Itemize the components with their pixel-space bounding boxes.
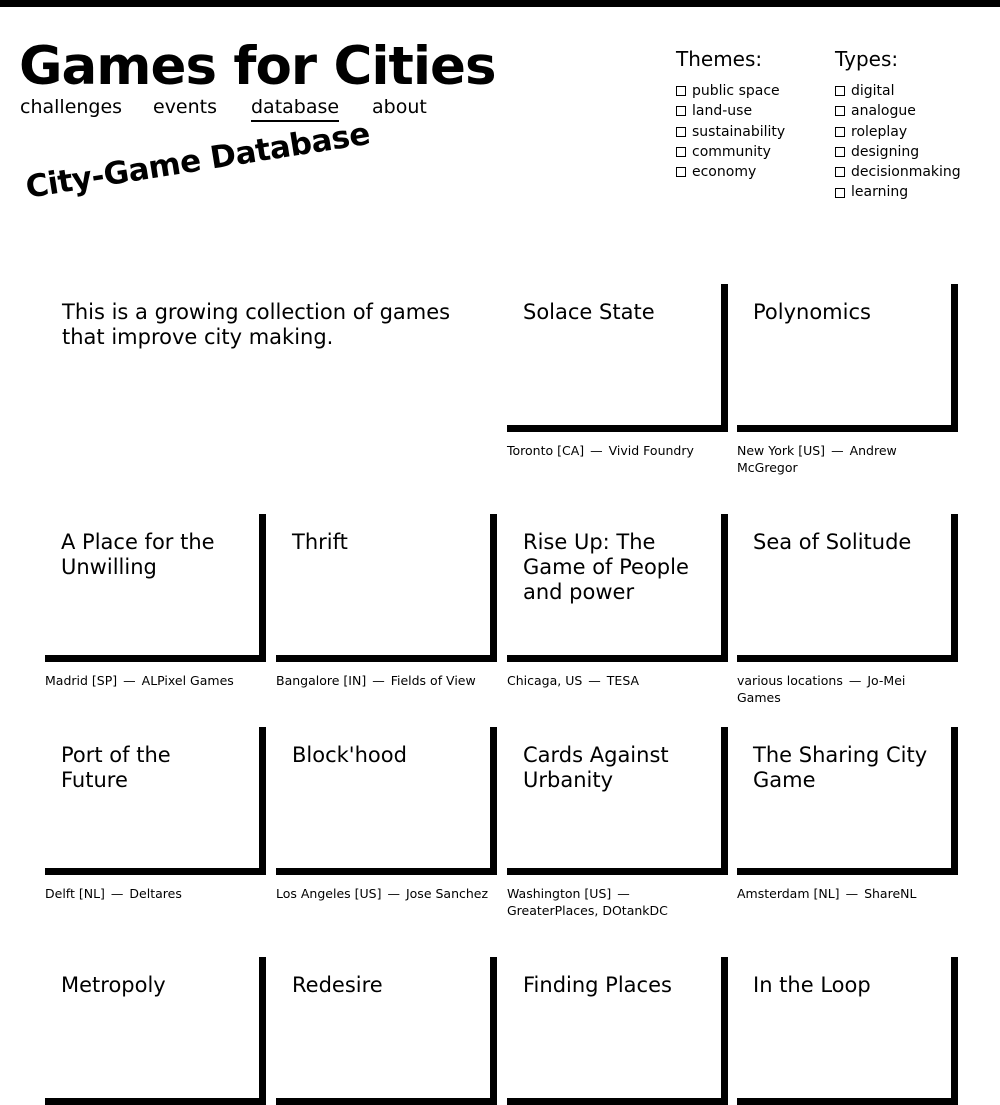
type-option-label: analogue xyxy=(851,103,916,120)
theme-option[interactable] xyxy=(676,81,785,101)
game-location: Chicaga, US xyxy=(507,673,583,688)
game-title[interactable]: Solace State xyxy=(523,300,655,324)
site-title[interactable]: Games for Cities xyxy=(19,36,496,97)
game-creator: Deltares xyxy=(129,886,182,901)
types-filter xyxy=(835,46,961,203)
checkbox-icon[interactable] xyxy=(835,188,845,198)
checkbox-icon[interactable] xyxy=(835,147,845,157)
game-location: Toronto [CA] xyxy=(507,443,585,458)
game-creator: Jo-Mei Games xyxy=(737,673,906,705)
game-meta xyxy=(737,885,952,902)
theme-option-label: land-use xyxy=(692,103,753,120)
game-location: New York [US] xyxy=(737,443,826,458)
checkbox-icon[interactable] xyxy=(835,106,845,116)
type-option-label: learning xyxy=(851,184,909,201)
type-option[interactable] xyxy=(835,81,961,101)
checkbox-icon[interactable] xyxy=(835,167,845,177)
type-option[interactable] xyxy=(835,182,961,202)
types-heading: Types: xyxy=(835,47,899,71)
theme-option[interactable] xyxy=(676,122,785,142)
game-title[interactable]: Cards Against Urbanity xyxy=(523,743,669,792)
game-title[interactable]: Metropoly xyxy=(61,973,166,997)
game-meta xyxy=(45,885,260,902)
game-title[interactable]: The Sharing City Game xyxy=(753,743,928,792)
game-creator: Vivid Foundry xyxy=(608,443,694,458)
game-meta xyxy=(507,885,722,919)
game-creator: Fields of View xyxy=(390,673,476,688)
game-meta xyxy=(276,672,491,689)
meta-separator: — xyxy=(588,673,601,688)
meta-separator: — xyxy=(848,673,862,688)
meta-separator: — xyxy=(590,443,603,458)
type-option[interactable] xyxy=(835,162,961,182)
type-option[interactable] xyxy=(835,122,961,142)
game-meta xyxy=(507,442,722,459)
checkbox-icon[interactable] xyxy=(835,127,845,137)
themes-filter xyxy=(676,46,785,182)
type-option[interactable] xyxy=(835,142,961,162)
type-option-label: roleplay xyxy=(851,123,908,140)
nav-challenges[interactable]: challenges xyxy=(20,96,123,118)
theme-option-label: public space xyxy=(692,83,780,99)
meta-separator: — xyxy=(110,886,124,901)
page-heading: City-Game Database xyxy=(23,115,373,206)
game-title[interactable]: In the Loop xyxy=(753,973,871,997)
game-creator: ALPixel Games xyxy=(141,673,234,688)
themes-heading: Themes: xyxy=(676,47,763,71)
game-creator: Andrew McGregor xyxy=(737,443,897,475)
meta-separator: — xyxy=(372,673,385,688)
game-title[interactable]: Port of the Future xyxy=(61,743,171,792)
game-title[interactable]: Sea of Solitude xyxy=(753,530,912,554)
checkbox-icon[interactable] xyxy=(676,106,686,116)
checkbox-icon[interactable] xyxy=(835,86,845,96)
theme-option[interactable] xyxy=(676,142,785,162)
game-meta xyxy=(45,672,260,689)
checkbox-icon[interactable] xyxy=(676,86,686,96)
theme-option[interactable] xyxy=(676,101,785,121)
checkbox-icon[interactable] xyxy=(676,147,686,157)
game-meta xyxy=(737,442,952,476)
game-location: Amsterdam [NL] xyxy=(737,886,840,901)
top-bar xyxy=(0,0,1000,7)
type-option-label: digital xyxy=(851,83,895,99)
checkbox-icon[interactable] xyxy=(676,127,686,137)
meta-separator: — xyxy=(617,886,630,901)
meta-separator: — xyxy=(123,673,136,688)
meta-separator: — xyxy=(845,886,859,901)
game-meta xyxy=(737,672,952,706)
meta-separator: — xyxy=(387,886,400,901)
game-title[interactable]: Thrift xyxy=(292,530,348,554)
game-title[interactable]: Finding Places xyxy=(523,973,672,997)
type-option[interactable] xyxy=(835,101,961,121)
game-location: Madrid [SP] xyxy=(45,673,118,688)
checkbox-icon[interactable] xyxy=(676,167,686,177)
game-location: Bangalore [IN] xyxy=(276,673,367,688)
game-meta xyxy=(276,885,491,902)
game-creator: ShareNL xyxy=(864,886,917,901)
meta-separator: — xyxy=(831,443,844,458)
type-option-label: designing xyxy=(851,143,920,160)
game-meta xyxy=(507,672,722,689)
game-title[interactable]: Polynomics xyxy=(753,300,871,324)
nav-events[interactable]: events xyxy=(153,96,218,118)
intro-text: This is a growing collection of games that improve city making. xyxy=(62,300,451,349)
game-title[interactable]: Rise Up: The Game of People and power xyxy=(523,530,689,604)
game-location: Washington [US] xyxy=(507,886,612,901)
game-location: various locations xyxy=(737,673,843,688)
game-title[interactable]: Redesire xyxy=(292,973,383,997)
type-option-label: decisionmaking xyxy=(851,164,961,181)
theme-option-label: sustainability xyxy=(692,123,786,140)
game-creator: TESA xyxy=(606,673,640,688)
game-title[interactable]: A Place for the Unwilling xyxy=(61,530,215,579)
theme-option[interactable] xyxy=(676,162,785,182)
game-creator: Jose Sanchez xyxy=(405,886,489,901)
theme-option-label: economy xyxy=(692,164,757,181)
game-title[interactable]: Block'hood xyxy=(292,743,407,767)
game-location: Delft [NL] xyxy=(45,886,105,901)
nav-database[interactable]: database xyxy=(251,95,339,122)
nav-about[interactable]: about xyxy=(372,96,427,118)
game-location: Los Angeles [US] xyxy=(276,886,382,901)
theme-option-label: community xyxy=(692,143,771,160)
game-creator: GreaterPlaces, DOtankDC xyxy=(507,903,668,918)
